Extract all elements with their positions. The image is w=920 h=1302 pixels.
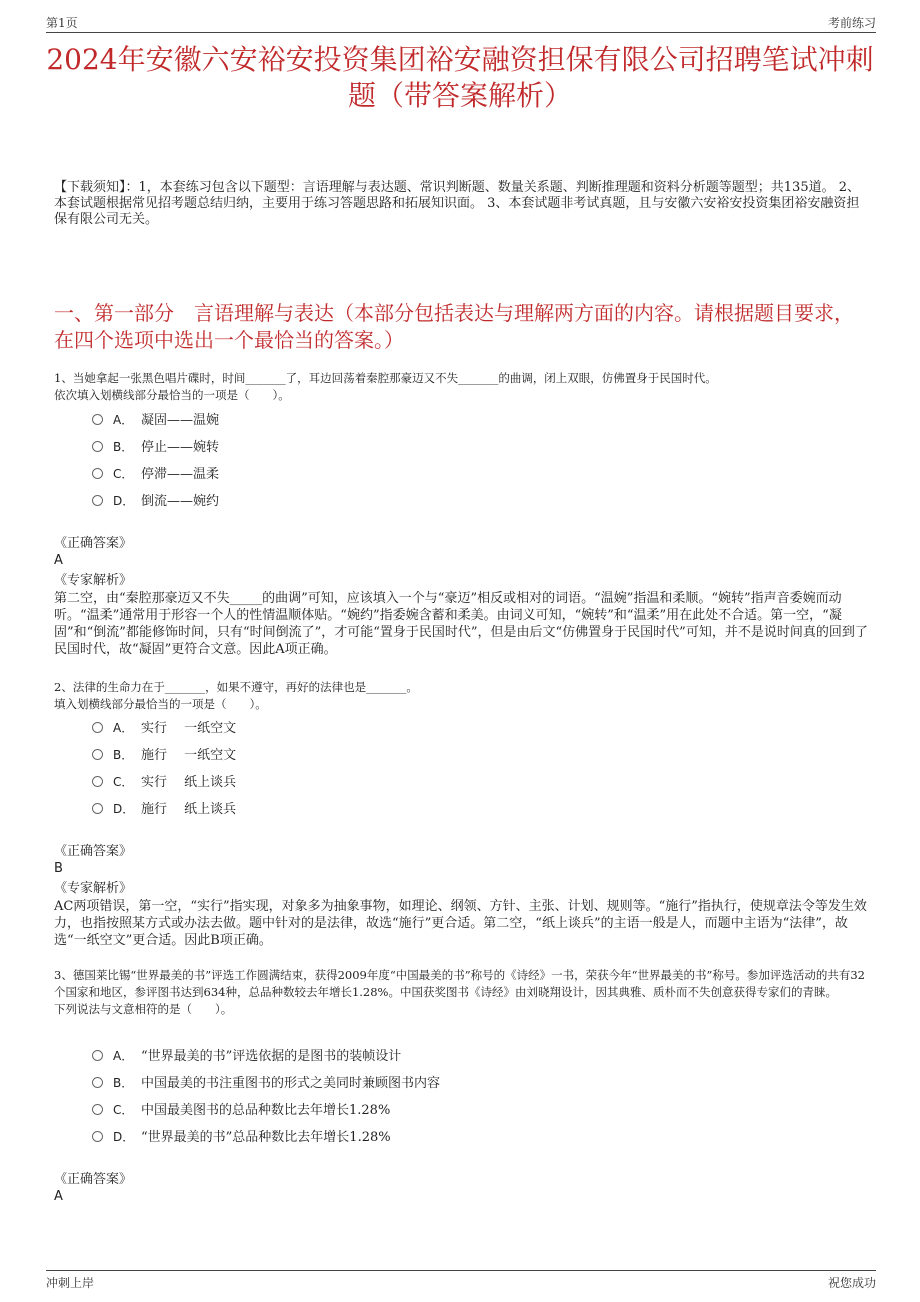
radio-icon[interactable] <box>92 1077 103 1088</box>
radio-icon[interactable] <box>92 414 103 425</box>
q3-option-a[interactable]: A． “世界最美的书”评选依据的是图书的装帧设计 <box>92 1047 401 1066</box>
q1-answer: A <box>54 553 63 568</box>
q2-option-d[interactable]: D． 施行 纸上谈兵 <box>92 800 236 819</box>
radio-icon[interactable] <box>92 441 103 452</box>
radio-icon[interactable] <box>92 495 103 506</box>
question-2 <box>54 679 868 713</box>
page-footer <box>46 1270 876 1290</box>
q1-analysis: 第二空，由“秦腔那豪迈又不失_____的曲调”可知，应该填入一个与“豪迈”相反或相对的词语。“温婉”指温和柔顺。“婉转”指声音委婉而动听。“温柔”通常用于形容一个人的性情温顺体贴。“婉约”指委婉含蓄和柔美。由词义可知，“婉转”和“温柔”用在此处不合适。第一空，“凝固”和“倒流”都能修饰时间，只有“时间倒流了”，才可能“置身于民国时代”，但是由后文“仿佛置身于民国时代”可知，并不是说时间真的回到了民国时代，故“凝固”更符合文意。因此A项正确。 <box>54 591 868 657</box>
answer-label: 《正确答案》 <box>54 536 133 551</box>
q3-option-c[interactable]: C． 中国最美图书的总品种数比去年增长1.28% <box>92 1101 390 1120</box>
answer-label: 《正确答案》 <box>54 844 133 859</box>
analysis-label: 《专家解析》 <box>54 573 133 588</box>
radio-icon[interactable] <box>92 776 103 787</box>
question-prompt: 填入划横线部分最恰当的一项是（ ）。 <box>54 697 267 711</box>
radio-icon[interactable] <box>92 1131 103 1142</box>
question-stem: 1、当她拿起一张黑色唱片碟时，时间_______了，耳边回荡着秦腔那豪迈又不失_______的曲调，闭上双眼，仿佛置身于民国时代。 <box>54 371 717 385</box>
radio-icon[interactable] <box>92 1050 103 1061</box>
question-3 <box>54 967 868 1018</box>
q2-option-a[interactable]: A． 实行 一纸空文 <box>92 719 236 738</box>
answer-label: 《正确答案》 <box>54 1172 133 1187</box>
q2-option-b[interactable]: B． 施行 一纸空文 <box>92 746 236 765</box>
radio-icon[interactable] <box>92 749 103 760</box>
q2-analysis: AC两项错误，第一空，“实行”指实现，对象多为抽象事物，如理论、纲领、方针、主张、计划、规则等。“施行”指执行，使规章法令等发生效力，也指按照某方式或办法去做。题中针对的是法律，故选“施行”更合适。第二空，“纸上谈兵”的主语一般是人，而题中主语为“法律”，故选“一纸空文”更合适。因此B项正确。 <box>54 899 867 948</box>
q1-option-b[interactable]: B． 停止——婉转 <box>92 438 219 457</box>
footer-right: 祝您成功 <box>827 1276 876 1290</box>
footer-left: 冲刺上岸 <box>46 1276 95 1290</box>
q1-option-c[interactable]: C． 停滞——温柔 <box>92 465 219 484</box>
radio-icon[interactable] <box>92 722 103 733</box>
q3-option-b[interactable]: B． 中国最美的书注重图书的形式之美同时兼顾图书内容 <box>92 1074 440 1093</box>
document-title: 2024年安徽六安裕安投资集团裕安融资担保有限公司招聘笔试冲刺题（带答案解析） <box>46 43 874 112</box>
question-stem: 2、法律的生命力在于_______，如果不遵守，再好的法律也是_______。 <box>54 680 418 694</box>
question-1 <box>54 370 868 404</box>
analysis-label: 《专家解析》 <box>54 881 133 896</box>
question-prompt: 依次填入划横线部分最恰当的一项是（ ）。 <box>54 388 290 402</box>
q1-option-d[interactable]: D． 倒流——婉约 <box>92 492 219 511</box>
page-header <box>46 12 876 33</box>
q3-answer: A <box>54 1189 63 1204</box>
download-notice: 【下载须知】：1，本套练习包含以下题型：言语理解与表达题、常识判断题、数量关系题、判断推理题和资料分析题等题型；共135道。 2、本套试题根据常见招考题总结归纳，主要用于练习答题思路和拓展知识面。 3、本套试题非考试真题，且与安徽六安裕安投资集团裕安融资担保有限公司无关。 <box>54 180 860 227</box>
question-stem: 3、德国莱比锡“世界最美的书”评选工作圆满结束，获得2009年度“中国最美的书”称号的《诗经》一书，荣获今年“世界最美的书”称号。参加评选活动的共有32个国家和地区，参评图书达到634种，总品种数较去年增长1.28%。中国获奖图书《诗经》由刘晓翔设计，因其典雅、质朴而不失创意获得专家们的青睐。 <box>54 968 865 999</box>
q2-answer: B <box>54 861 63 876</box>
question-prompt: 下列说法与文意相符的是（ ）。 <box>54 1002 233 1016</box>
radio-icon[interactable] <box>92 468 103 479</box>
q3-option-d[interactable]: D． “世界最美的书”总品种数比去年增长1.28% <box>92 1128 391 1147</box>
radio-icon[interactable] <box>92 803 103 814</box>
radio-icon[interactable] <box>92 1104 103 1115</box>
q2-option-c[interactable]: C． 实行 纸上谈兵 <box>92 773 236 792</box>
section-heading: 一、第一部分 言语理解与表达（本部分包括表达与理解两方面的内容。请根据题目要求，在四个选项中选出一个最恰当的答案。） <box>54 301 854 352</box>
q1-option-a[interactable]: A． 凝固——温婉 <box>92 411 219 430</box>
page-number: 第1页 <box>46 16 78 30</box>
header-label: 考前练习 <box>827 16 876 30</box>
